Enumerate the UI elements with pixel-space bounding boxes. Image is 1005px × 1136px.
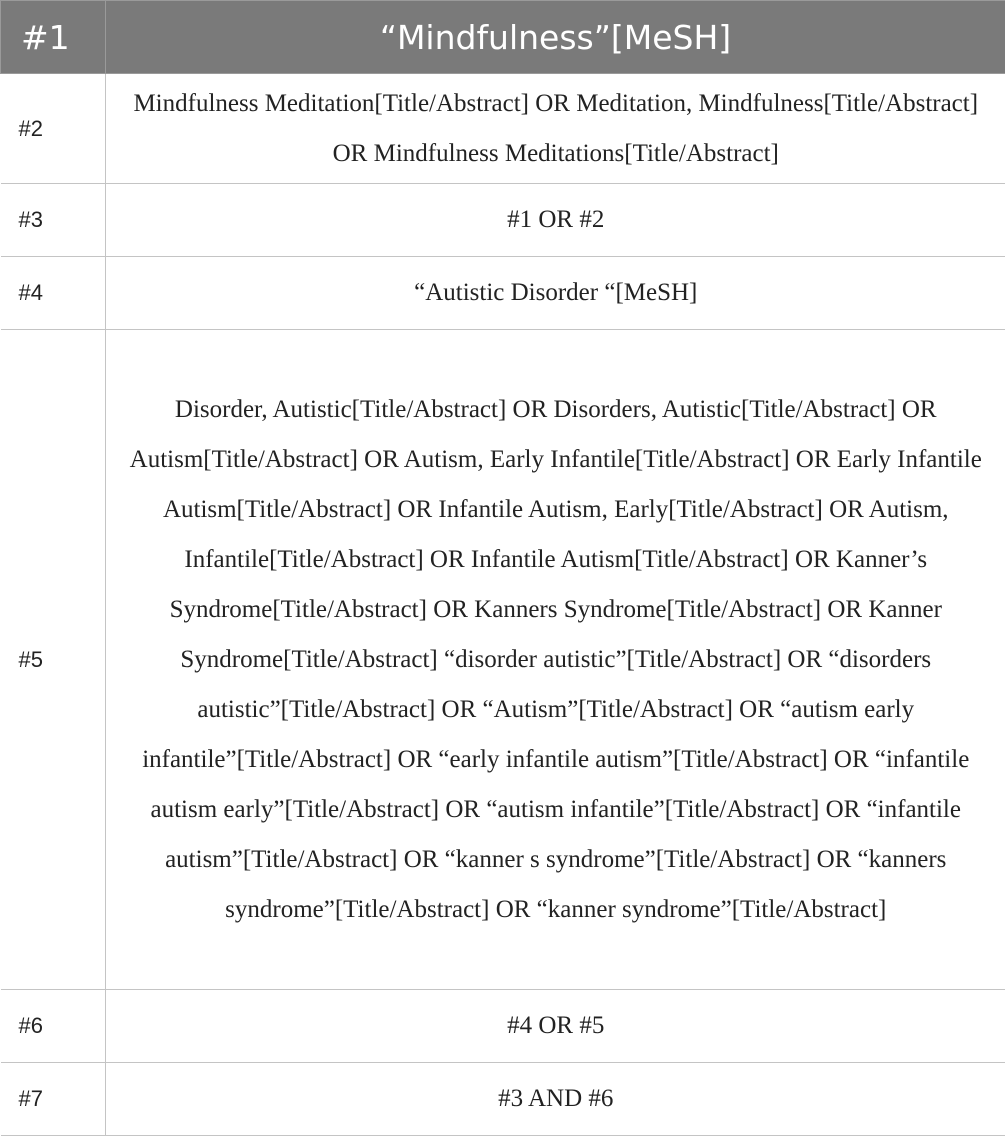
table-row (1, 184, 1005, 257)
search-query: Mindfulness Meditation[Title/Abstract] OR Meditation, Mindfulness[Title/Abstract] OR Mindfulness Meditations[Title/Abstract] (106, 74, 1005, 184)
search-id: #3 (1, 184, 106, 257)
table-body (1, 74, 1005, 1136)
table-row (1, 990, 1005, 1063)
header-search-id: #1 (1, 1, 106, 74)
header-search-query: “Mindfulness”[MeSH] (106, 1, 1005, 74)
search-id: #2 (1, 74, 106, 184)
search-query: “Autistic Disorder “[MeSH] (106, 257, 1005, 330)
table-row (1, 257, 1005, 330)
search-id: #7 (1, 1063, 106, 1136)
header-row (1, 1, 1005, 74)
search-query: #1 OR #2 (106, 184, 1005, 257)
search-id: #4 (1, 257, 106, 330)
table-row (1, 1063, 1005, 1136)
table-header (1, 1, 1005, 74)
table-row (1, 74, 1005, 184)
search-query: #3 AND #6 (106, 1063, 1005, 1136)
search-id: #5 (1, 330, 106, 990)
table-row (1, 330, 1005, 990)
search-query: #4 OR #5 (106, 990, 1005, 1063)
search-id: #6 (1, 990, 106, 1063)
search-query: Disorder, Autistic[Title/Abstract] OR Disorders, Autistic[Title/Abstract] OR Autism[Title/Abstract] OR Autism, Early Infantile[Title/Abstract] OR Early Infantile Autism[Title/Abstract] OR Infantile Autism, Early[Title/Abstract] OR Autism, Infantile[Title/Abstract] OR Infantile Autism[Title/Abstract] OR Kanner’s Syndrome[Title/Abstract] OR Kanners Syndrome[Title/Abstract] OR Kanner Syndrome[Title/Abstract] “disorder autistic”[Title/Abstract] OR “disorders autistic”[Title/Abstract] OR “Autism”[Title/Abstract] OR “autism early infantile”[Title/Abstract] OR “early infantile autism”[Title/Abstract] OR “infantile autism early”[Title/Abstract] OR “autism infantile”[Title/Abstract] OR “infantile autism”[Title/Abstract] OR “kanner s syndrome”[Title/Abstract] OR “kanners syndrome”[Title/Abstract] OR “kanner syndrome”[Title/Abstract] (106, 330, 1005, 990)
